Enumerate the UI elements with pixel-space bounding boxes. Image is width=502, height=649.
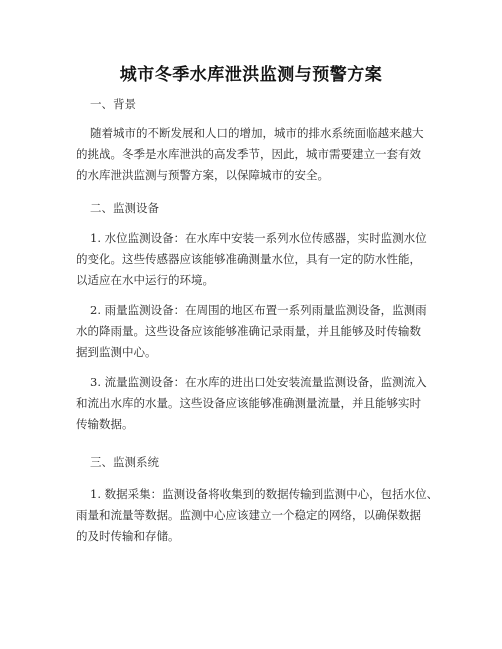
- paragraph-line: 的挑战。冬季是水库泄洪的高发季节，因此，城市需要建立一套有效: [76, 147, 421, 161]
- paragraph-line: 和流出水库的水量。这些设备应该能够准确测量流量，并且能够实时: [76, 396, 421, 410]
- paragraph-line: 2. 雨量监测设备：在周围的地区布置一系列雨量监测设备，监测雨: [90, 303, 427, 317]
- paragraph-rainfall-device: [76, 300, 436, 363]
- paragraph-flow-device: [76, 372, 436, 435]
- paragraph-data-collection: [76, 484, 439, 547]
- paragraph-background: [76, 123, 436, 186]
- section-heading-monitoring-equipment: 二、监测设备: [90, 201, 159, 215]
- paragraph-line: 的及时传输和存储。: [76, 529, 180, 543]
- paragraph-line: 的变化。这些传感器应该能够准确测量水位，具有一定的防水性能，: [76, 252, 421, 266]
- section-heading-background: 一、背景: [90, 97, 136, 111]
- paragraph-line: 1. 水位监测设备：在水库中安装一系列水位传感器，实时监测水位: [90, 231, 427, 245]
- paragraph-line: 的水库泄洪监测与预警方案，以保障城市的安全。: [76, 168, 329, 182]
- paragraph-line: 随着城市的不断发展和人口的增加，城市的排水系统面临越来越大: [90, 126, 424, 140]
- paragraph-line: 1. 数据采集：监测设备将收集到的数据传输到监测中心，包括水位、: [90, 487, 439, 501]
- section-heading-monitoring-system: 三、监测系统: [90, 455, 159, 469]
- document-title: 城市冬季水库泄洪监测与预警方案: [119, 65, 383, 85]
- paragraph-line: 水的降雨量。这些设备应该能够准确记录雨量，并且能够及时传输数: [76, 324, 421, 338]
- paragraph-line: 雨量和流量等数据。监测中心应该建立一个稳定的网络，以确保数据: [76, 508, 421, 522]
- paragraph-line: 以适应在水中运行的环境。: [76, 273, 214, 287]
- paragraph-line: 据到监测中心。: [76, 345, 157, 359]
- paragraph-water-level-device: [76, 228, 436, 291]
- paragraph-line: 传输数据。: [76, 417, 134, 431]
- paragraph-line: 3. 流量监测设备：在水库的进出口处安装流量监测设备，监测流入: [90, 375, 427, 389]
